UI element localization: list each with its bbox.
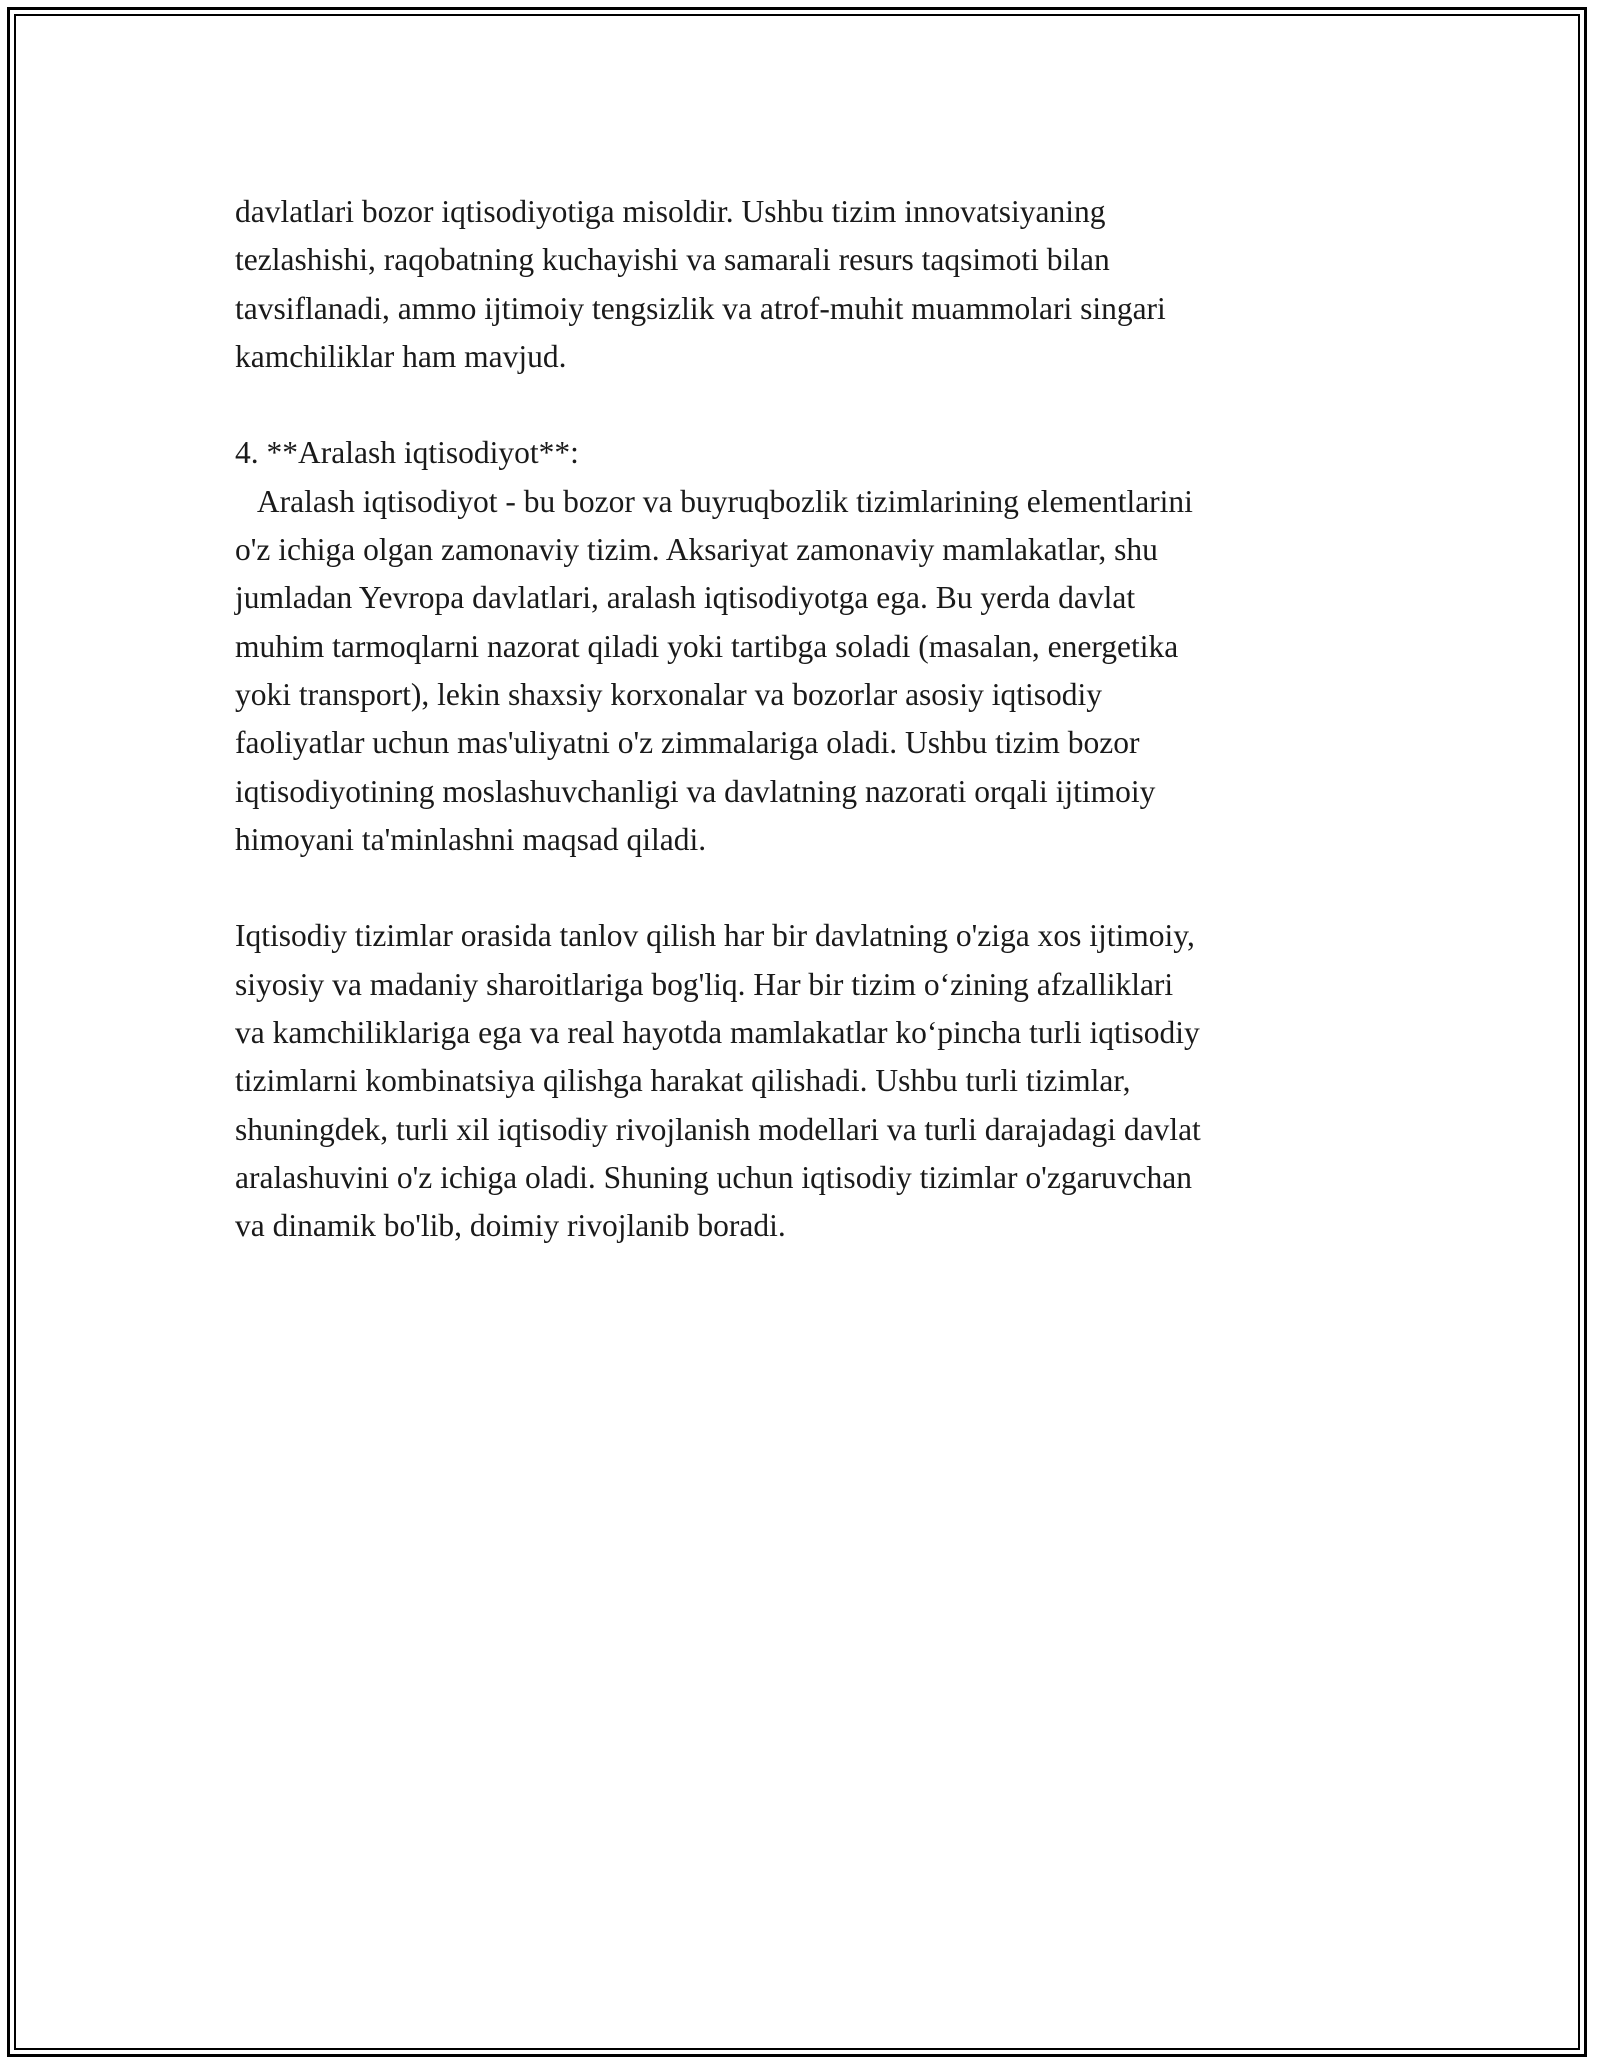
document-body (235, 188, 1375, 1251)
text-line: faoliyatlar uchun mas'uliyatni o'z zimmalariga oladi. Ushbu tizim bozor (235, 725, 1140, 761)
text-line: davlatlari bozor iqtisodiyotiga misoldir. Ushbu tizim innovatsiyaning (235, 194, 1106, 229)
text-line: tizimlarni kombinatsiya qilishga harakat qilishadi. Ushbu turli tizimlar, (235, 1063, 1131, 1099)
text-line: shuningdek, turli xil iqtisodiy rivojlanish modellari va turli darajadagi davlat (235, 1111, 1201, 1147)
text-line: va dinamik bo'lib, doimiy rivojlanib boradi. (235, 1208, 786, 1244)
text-line: tezlashishi, raqobatning kuchayishi va samarali resurs taqsimoti bilan (235, 242, 1110, 278)
text-line: Aralash iqtisodiyot - bu bozor va buyruqbozlik tizimlarining elementlarini (235, 483, 1193, 519)
text-line: yoki transport), lekin shaxsiy korxonalar va bozorlar asosiy iqtisodiy (235, 676, 1102, 712)
paragraph-2 (235, 478, 1375, 864)
section-heading: 4. **Aralash iqtisodiyot**: (235, 435, 579, 471)
paragraph-3 (235, 912, 1375, 1250)
text-line: tavsiflanadi, ammo ijtimoiy tengsizlik va atrof-muhit muammolari singari (235, 290, 1166, 326)
text-line: Iqtisodiy tizimlar orasida tanlov qilish har bir davlatning o'ziga xos ijtimoiy, (235, 918, 1195, 954)
paragraph-gap (235, 864, 1375, 912)
text-line: aralashuvini o'z ichiga oladi. Shuning uchun iqtisodiy tizimlar o'zgaruvchan (235, 1159, 1192, 1195)
paragraph-gap (235, 381, 1375, 429)
text-line: iqtisodiyotining moslashuvchanligi va davlatning nazorati orqali ijtimoiy (235, 773, 1156, 809)
paragraph-1 (235, 188, 1375, 381)
text-line: o'z ichiga olgan zamonaviy tizim. Aksariyat zamonaviy mamlakatlar, shu (235, 532, 1158, 568)
text-line: jumladan Yevropa davlatlari, aralash iqtisodiyotga ega. Bu yerda davlat (235, 580, 1136, 616)
text-line: kamchiliklar ham mavjud. (235, 338, 567, 374)
text-line: himoyani ta'minlashni maqsad qiladi. (235, 821, 707, 857)
text-line: siyosiy va madaniy sharoitlariga bog'liq. Har bir tizim o‘zining afzalliklari (235, 966, 1174, 1002)
text-line: va kamchiliklariga ega va real hayotda mamlakatlar ko‘pincha turli iqtisodiy (235, 1015, 1200, 1051)
text-line: muhim tarmoqlarni nazorat qiladi yoki tartibga soladi (masalan, energetika (235, 628, 1179, 664)
